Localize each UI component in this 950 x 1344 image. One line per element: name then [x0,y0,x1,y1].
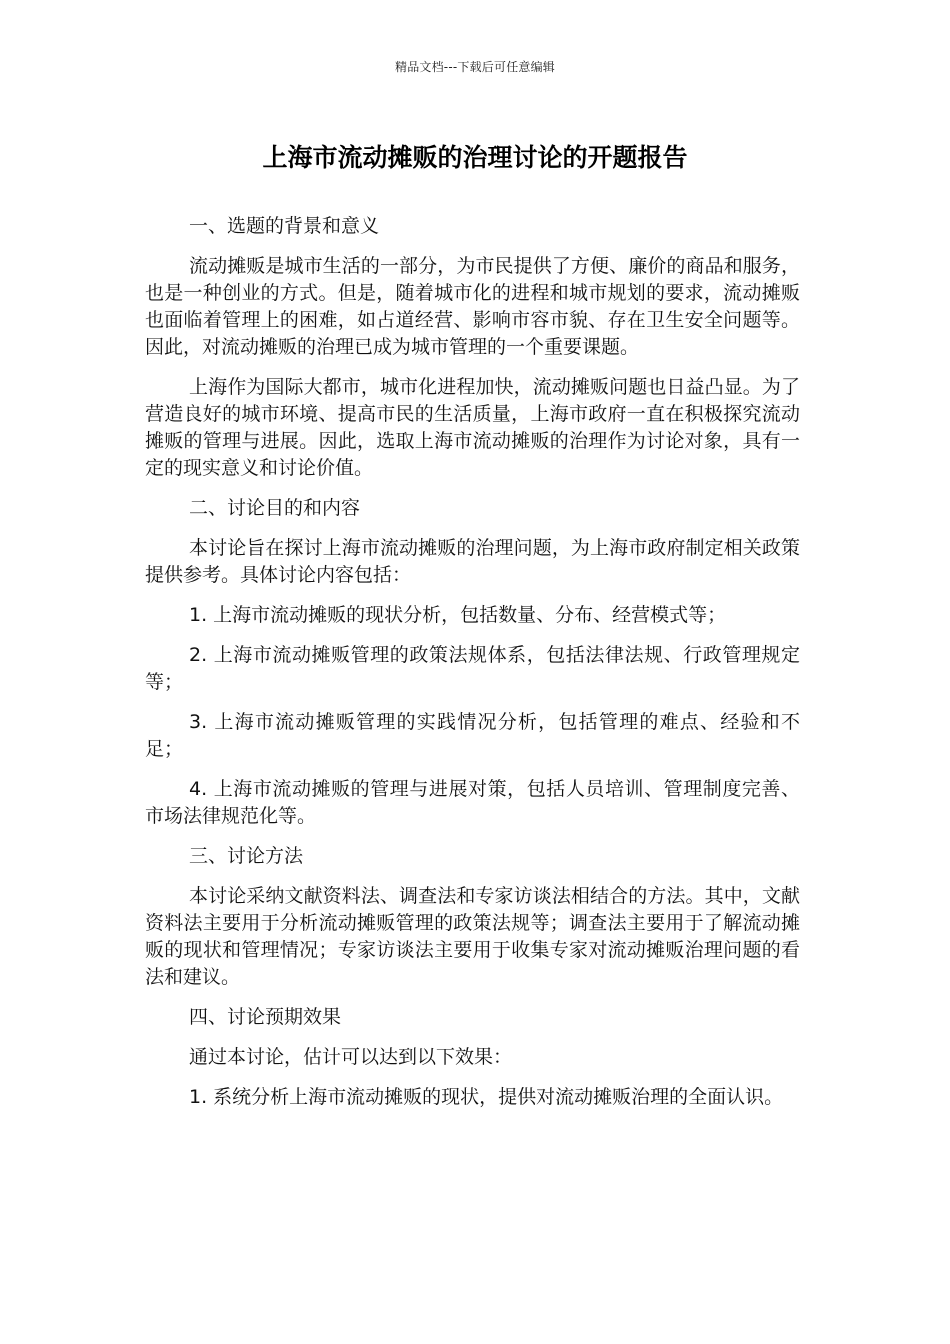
paragraph-purpose-intro: 本讨论旨在探讨上海市流动摊贩的治理问题，为上海市政府制定相关政策提供参考。具体讨论内容包括： [145,537,800,586]
list-item-purpose-4: 4. 上海市流动摊贩的管理与进展对策，包括人员培训、管理制度完善、市场法律规范化等。 [145,778,800,827]
list-item-purpose-3: 3. 上海市流动摊贩管理的实践情况分析，包括管理的难点、经验和不足； [145,711,800,760]
section-heading-purpose: 二、讨论目的和内容 [189,497,361,519]
paragraph-expected-intro: 通过本讨论，估计可以达到以下效果： [189,1046,513,1068]
list-item-purpose-1: 1. 上海市流动摊贩的现状分析，包括数量、分布、经营模式等； [189,604,727,626]
paragraph-background-2: 上海作为国际大都市，城市化进程加快，流动摊贩问题也日益凸显。为了营造良好的城市环境、提高市民的生活质量，上海市政府一直在积极探究流动摊贩的管理与进展。因此，选取上海市流动摊贩的治理作为讨论对象，具有一定的现实意义和讨论价值。 [145,376,800,479]
section-heading-expected-effect: 四、讨论预期效果 [189,1006,342,1028]
document-title: 上海市流动摊贩的治理讨论的开题报告 [262,143,688,172]
section-heading-method: 三、讨论方法 [189,845,304,867]
list-item-purpose-2: 2. 上海市流动摊贩管理的政策法规体系，包括法律法规、行政管理规定等； [145,644,800,693]
paragraph-background-1: 流动摊贩是城市生活的一部分，为市民提供了方便、廉价的商品和服务，也是一种创业的方式。但是，随着城市化的进程和城市规划的要求，流动摊贩也面临着管理上的困难，如占道经营、影响市容市貌、存在卫生安全问题等。因此，对流动摊贩的治理已成为城市管理的一个重要课题。 [145,255,800,358]
list-item-expected-1: 1. 系统分析上海市流动摊贩的现状，提供对流动摊贩治理的全面认识。 [189,1086,784,1108]
header-note: 精品文档---下载后可任意编辑 [395,60,555,74]
section-heading-background: 一、选题的背景和意义 [189,215,380,237]
document-body [145,213,800,1124]
paragraph-method: 本讨论采纳文献资料法、调查法和专家访谈法相结合的方法。其中，文献资料法主要用于分析流动摊贩管理的政策法规等；调查法主要用于了解流动摊贩的现状和管理情况；专家访谈法主要用于收集专家对流动摊贩治理问题的看法和建议。 [145,885,800,988]
